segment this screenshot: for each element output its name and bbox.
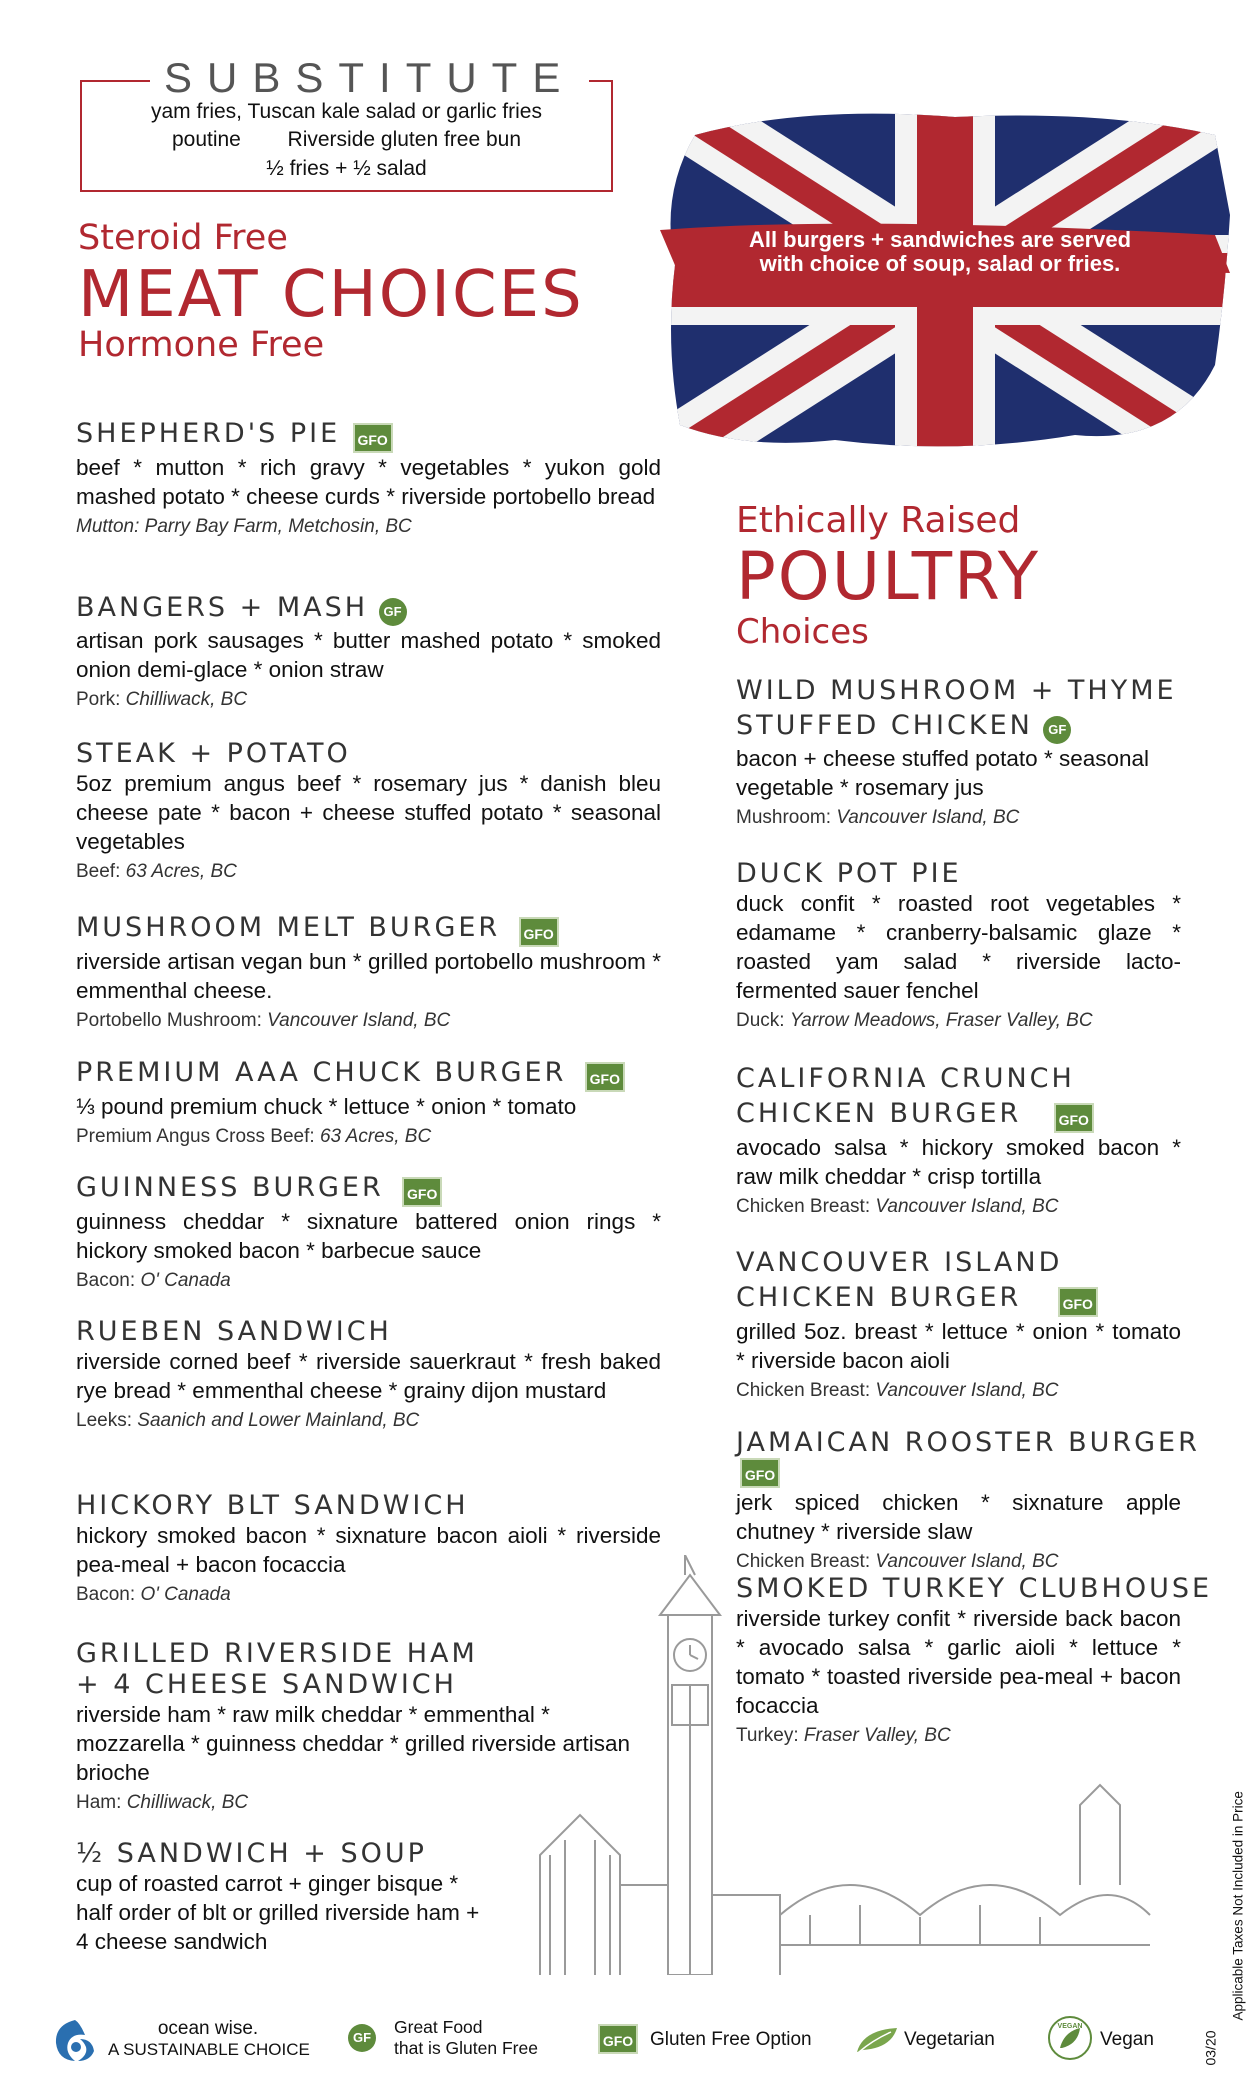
meat-header-line-3: Hormone Free <box>78 325 325 365</box>
gf-badge-icon: GF <box>1043 716 1071 744</box>
gfo-legend-label: Gluten Free Option <box>650 2029 812 2050</box>
gf-legend-line-2: that is Gluten Free <box>394 2038 538 2058</box>
vegetarian-legend-label: Vegetarian <box>904 2029 995 2050</box>
item-source-label: Bacon: <box>76 1269 136 1291</box>
item-title: JAMAICAN ROOSTER BURGER <box>736 1427 1200 1458</box>
gf-badge-icon: GF <box>379 598 407 626</box>
item-source <box>76 1008 661 1033</box>
item-description: hickory smoked bacon * sixnature bacon aioli * riverside pea-meal + bacon focaccia <box>76 1523 661 1577</box>
item-title-row <box>76 912 661 947</box>
item-source-label: Chicken Breast: <box>736 1379 871 1401</box>
gfo-badge-icon: GFO <box>1058 1287 1098 1317</box>
item-description: artisan pork sausages * butter mashed potato * smoked onion demi-glace * onion straw <box>76 627 661 682</box>
poultry-item <box>736 1060 1181 1219</box>
item-source <box>76 1790 661 1815</box>
vegan-legend-label: Vegan <box>1100 2029 1154 2050</box>
item-source-value: 63 Acres, BC <box>319 1125 432 1147</box>
item-description: 5oz premium angus beef * rosemary jus * danish bleu cheese pate * bacon + cheese stuffed potato * seasonal vegetables <box>76 771 661 854</box>
item-title: BANGERS + MASH <box>76 592 369 623</box>
item-source-value: Vancouver Island, BC <box>267 1009 451 1031</box>
gfo-badge-icon: GFO <box>585 1062 625 1092</box>
item-source-value: Yarrow Meadows, Fraser Valley, BC <box>789 1010 1093 1031</box>
item-title: WILD MUSHROOM + THYME <box>736 675 1177 706</box>
item-title-row <box>76 1316 661 1347</box>
date-code: 03/20 <box>1202 2030 1219 2066</box>
ocean-wise-wave-icon <box>50 2015 100 2065</box>
meat-item <box>76 1057 661 1149</box>
gf-legend <box>394 2017 538 2059</box>
meat-item <box>76 1490 661 1607</box>
item-source-label: Ham: <box>76 1792 122 1813</box>
gfo-badge-icon: GFO <box>740 1458 780 1488</box>
item-title: DUCK POT PIE <box>736 858 962 889</box>
item-source <box>76 1124 661 1149</box>
item-title-row <box>76 1172 661 1207</box>
item-source <box>76 1268 661 1293</box>
item-title: GRILLED RIVERSIDE HAM <box>76 1638 478 1669</box>
item-source-value: Fraser Valley, BC <box>803 1725 951 1746</box>
item-source <box>736 805 1181 830</box>
item-source-value: Vancouver Island, BC <box>875 1551 1059 1572</box>
item-title: MUSHROOM MELT BURGER <box>76 912 501 943</box>
poultry-header-title: POULTRY <box>736 538 1041 615</box>
item-description: ⅓ pound premium chuck * lettuce * onion * tomato <box>76 1093 577 1119</box>
item-title-line-2: CHICKEN BURGER <box>736 1282 1022 1313</box>
vegan-icon <box>1048 2016 1092 2060</box>
item-source-label: Chicken Breast: <box>736 1195 871 1217</box>
item-title: CALIFORNIA CRUNCH <box>736 1063 1075 1094</box>
meat-item <box>76 738 661 884</box>
item-source <box>736 1378 1181 1403</box>
item-source-value: 63 Acres, BC <box>125 861 237 882</box>
item-source <box>736 1549 1216 1574</box>
poultry-item <box>736 672 1181 830</box>
ocean-wise-legend <box>108 2018 338 2060</box>
meat-header-line-1: Steroid Free <box>78 218 288 258</box>
item-source <box>76 687 661 712</box>
item-source <box>736 1008 1181 1033</box>
item-description: bacon + cheese stuffed potato * seasonal vegetable * rosemary jus <box>736 745 1150 800</box>
meat-item <box>76 1172 661 1293</box>
item-title-line-2: STUFFED CHICKEN <box>736 710 1033 741</box>
item-description: riverside corned beef * riverside sauerkraut * fresh baked rye bread * emmenthal cheese * grainy dijon mustard <box>76 1349 661 1403</box>
meat-item <box>76 1316 661 1433</box>
item-source <box>736 1194 1181 1219</box>
item-source-value: O' Canada <box>140 1269 231 1291</box>
item-title-row <box>76 418 661 453</box>
item-source-label: Mushroom: <box>736 806 832 828</box>
item-source-label: Leeks: <box>76 1410 132 1431</box>
item-description: jerk spiced chicken * sixnature apple chutney * riverside slaw <box>736 1490 1181 1544</box>
gfo-legend-icon: GFO <box>598 2024 638 2054</box>
substitute-line-3: ½ fries + ½ salad <box>266 157 427 180</box>
gf-legend-line-1: Great Food <box>394 2017 483 2037</box>
item-title: SMOKED TURKEY CLUBHOUSE <box>736 1573 1213 1604</box>
item-source-label: Pork: <box>76 688 121 710</box>
item-description: beef * mutton * rich gravy * vegetables * yukon gold mashed potato * cheese curds * riverside portobello bread <box>76 454 661 509</box>
item-description: cup of roasted carrot + ginger bisque * half order of blt or grilled riverside ham + 4 cheese sandwich <box>76 1871 480 1954</box>
item-source-value: Vancouver Island, BC <box>875 1195 1059 1217</box>
gfo-badge-icon: GFO <box>402 1177 442 1207</box>
item-description: riverside ham * raw milk cheddar * emmenthal * mozzarella * guinness cheddar * grilled riverside artisan brioche <box>76 1702 631 1785</box>
item-title-row <box>736 710 1181 744</box>
item-description: avocado salsa * hickory smoked bacon * raw milk cheddar * crisp tortilla <box>736 1134 1181 1189</box>
flag-banner-line-1: All burgers + sandwiches are served <box>748 227 1132 252</box>
meat-item <box>76 1838 496 1956</box>
item-source-label: Bacon: <box>76 1584 136 1605</box>
meat-item <box>76 592 661 712</box>
poultry-item <box>736 858 1181 1033</box>
item-description: guinness cheddar * sixnature battered onion rings * hickory smoked bacon * barbecue sauce <box>76 1208 661 1263</box>
item-title: RUEBEN SANDWICH <box>76 1316 392 1347</box>
item-description: riverside turkey confit * riverside back bacon * avocado salsa * garlic aioli * lettuce * tomato * toasted riverside pea-meal + bacon focaccia <box>736 1606 1181 1718</box>
item-title-row <box>736 1427 1216 1488</box>
item-title: ½ SANDWICH + SOUP <box>76 1838 427 1869</box>
meat-item <box>76 1638 661 1815</box>
item-title: HICKORY BLT SANDWICH <box>76 1490 469 1521</box>
item-source-label: Premium Angus Cross Beef: <box>76 1125 315 1147</box>
item-title: SHEPHERD'S PIE <box>76 418 341 449</box>
item-description: duck confit * roasted root vegetables * edamame * cranberry-balsamic glaze * roasted yam salad * riverside lacto-fermented sauer fenchel <box>736 891 1181 1003</box>
flag-banner-line-2: with choice of soup, salad or fries. <box>759 251 1121 276</box>
item-source-label: Chicken Breast: <box>736 1551 871 1572</box>
item-source-value: Saanich and Lower Mainland, BC <box>137 1410 420 1431</box>
item-source-value: Chilliwack, BC <box>126 1792 249 1813</box>
poultry-item <box>736 1573 1213 1748</box>
item-title-row <box>736 1098 1181 1133</box>
gfo-badge-icon: GFO <box>353 423 393 453</box>
poultry-header-line-1: Ethically Raised <box>736 500 1021 541</box>
item-source-label: Beef: <box>76 861 121 882</box>
leaf-icon <box>855 2026 901 2054</box>
meat-item <box>76 912 661 1033</box>
item-source-label: Portobello Mushroom: <box>76 1009 262 1031</box>
substitute-line-1: yam fries, Tuscan kale salad or garlic fries <box>151 100 542 123</box>
item-title-line-2: CHICKEN BURGER <box>736 1098 1022 1129</box>
item-source <box>76 859 661 884</box>
ocean-wise-label: ocean wise. <box>157 2018 259 2039</box>
flag-banner-text <box>650 228 1230 276</box>
item-title-row <box>76 1057 661 1092</box>
taxes-note: Applicable Taxes Not Included in Price <box>1230 1791 1246 2021</box>
item-title: GUINNESS BURGER <box>76 1172 384 1203</box>
item-source-value: Vancouver Island, BC <box>875 1379 1059 1401</box>
poultry-item <box>736 1244 1181 1403</box>
item-source-label: Duck: <box>736 1010 785 1031</box>
poultry-header-line-3: Choices <box>736 612 869 652</box>
item-description: riverside artisan vegan bun * grilled portobello mushroom * emmenthal cheese. <box>76 948 661 1003</box>
gfo-badge-icon: GFO <box>519 917 559 947</box>
item-source <box>736 1723 1181 1748</box>
item-title-row <box>76 1490 661 1521</box>
item-source-value: Mutton: Parry Bay Farm, Metchosin, BC <box>76 515 412 537</box>
substitute-title: SUBSTITUTE <box>150 54 589 102</box>
gfo-badge-icon: GFO <box>1054 1103 1094 1133</box>
item-title-row <box>736 1282 1181 1317</box>
item-title-row <box>76 738 661 769</box>
item-source-value: Vancouver Island, BC <box>836 806 1020 828</box>
item-title: VANCOUVER ISLAND <box>736 1247 1063 1278</box>
poultry-item <box>736 1427 1216 1574</box>
item-title-row <box>76 592 661 626</box>
item-source <box>76 1582 661 1607</box>
union-jack-flag-illustration <box>655 95 1235 465</box>
item-source-value: O' Canada <box>140 1584 231 1605</box>
item-source <box>76 514 661 539</box>
substitute-line-2: poutine Riverside gluten free bun <box>171 128 522 151</box>
item-source-label: Turkey: <box>736 1725 799 1746</box>
item-title-line-2: + 4 CHEESE SANDWICH <box>76 1669 457 1700</box>
item-source <box>76 1408 661 1433</box>
item-description: grilled 5oz. breast * lettuce * onion * tomato * riverside bacon aioli <box>736 1318 1181 1373</box>
item-title: PREMIUM AAA CHUCK BURGER <box>76 1057 567 1088</box>
item-title: STEAK + POTATO <box>76 738 351 769</box>
ocean-wise-sublabel: A SUSTAINABLE CHOICE <box>108 2040 310 2059</box>
vegan-icon-text: VEGAN <box>1057 2023 1083 2030</box>
meat-item <box>76 418 661 539</box>
item-source-value: Chilliwack, BC <box>125 688 248 710</box>
meat-header-title: MEAT CHOICES <box>78 258 584 332</box>
gf-legend-icon: GF <box>348 2024 376 2052</box>
